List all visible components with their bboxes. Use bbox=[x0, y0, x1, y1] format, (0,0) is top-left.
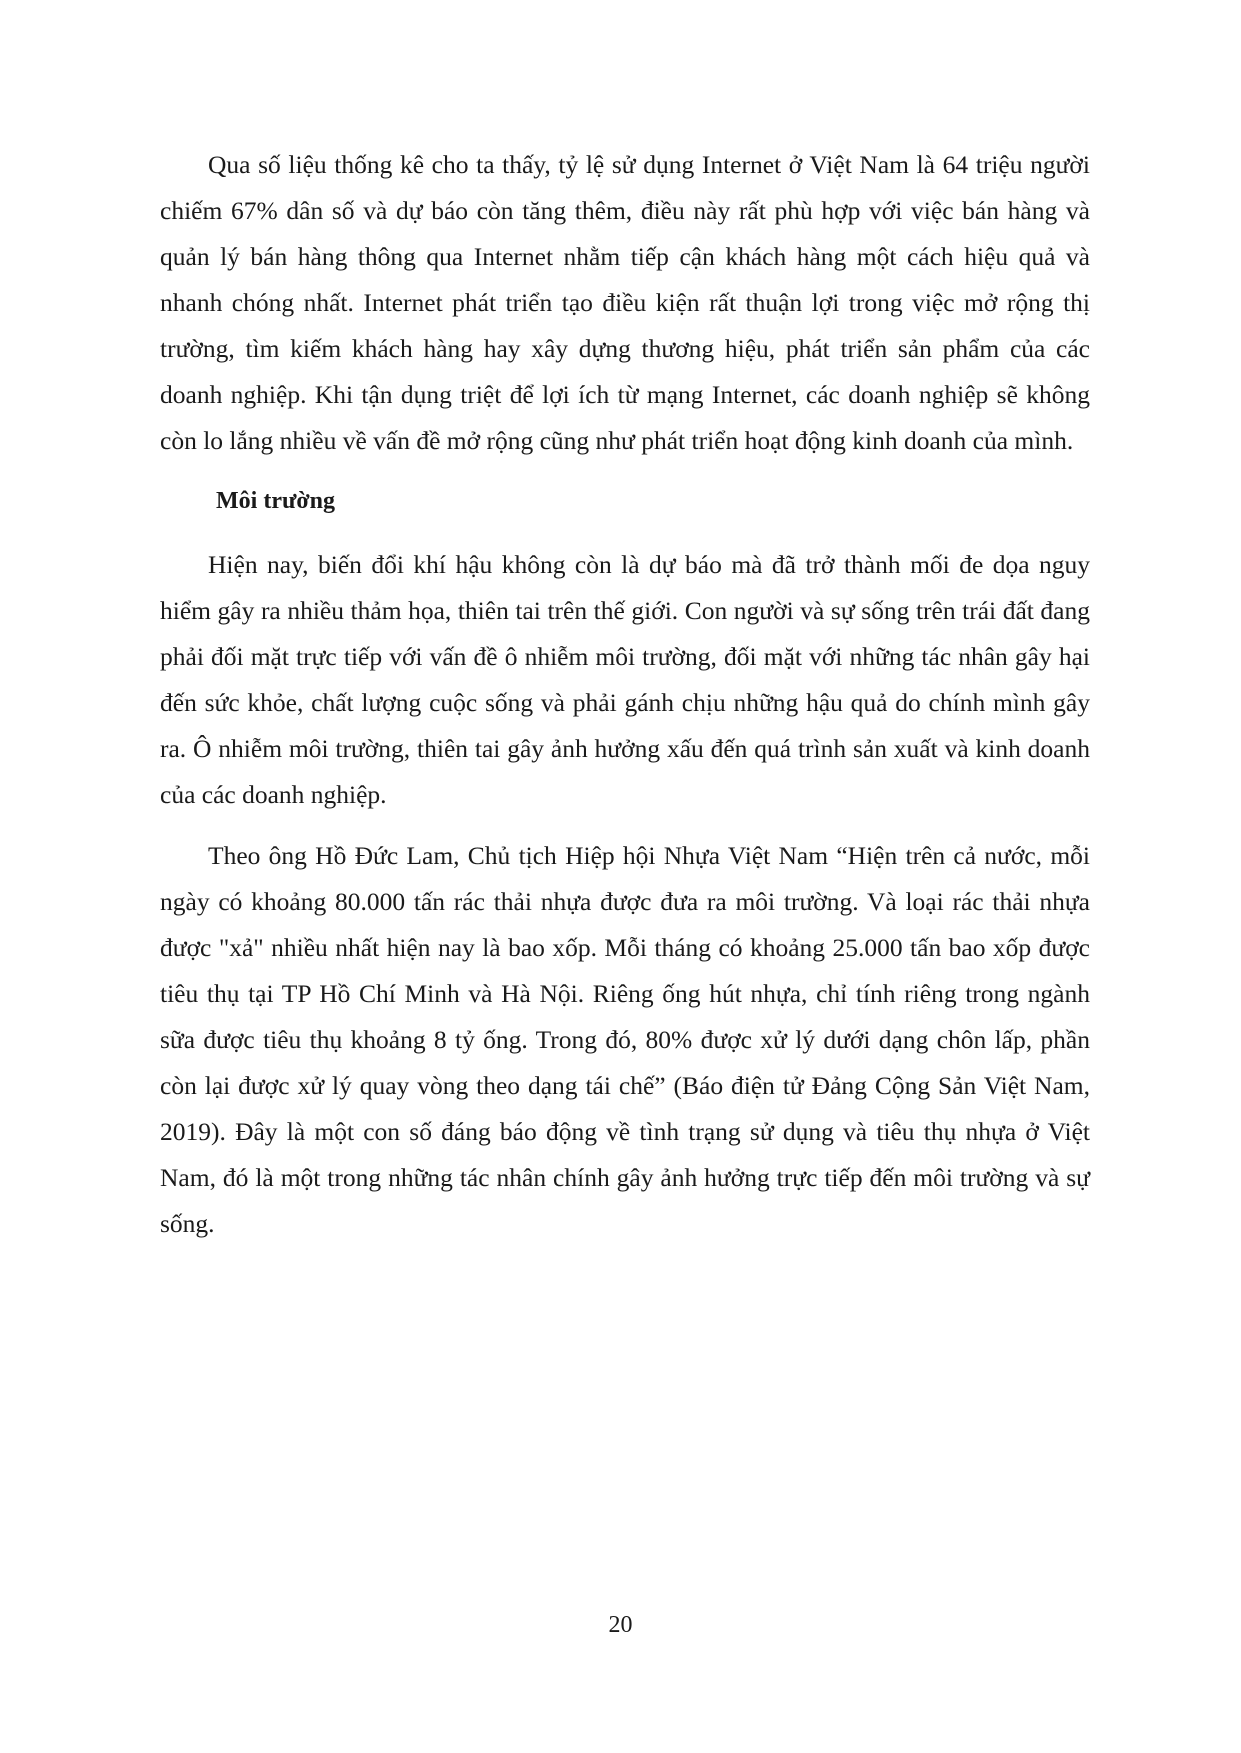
paragraph-climate-change: Hiện nay, biến đổi khí hậu không còn là dự báo mà đã trở thành mối đe dọa nguy hiểm gây ra nhiều thảm họa, thiên tai trên thế giới. Con người và sự sống trên trái đất đang phải đối mặt trực tiếp với vấn đề ô nhiễm môi trường, đối mặt với những tác nhân gây hại đến sức khỏe, chất lượng cuộc sống và phải gánh chịu những hậu quả do chính mình gây ra. Ô nhiễm môi trường, thiên tai gây ảnh hưởng xấu đến quá trình sản xuất và kinh doanh của các doanh nghiệp. bbox=[160, 550, 1090, 809]
section-heading-environment: Môi trường bbox=[216, 488, 336, 514]
paragraph-plastic-waste: Theo ông Hồ Đức Lam, Chủ tịch Hiệp hội Nhựa Việt Nam “Hiện trên cả nước, mỗi ngày có khoảng 80.000 tấn rác thải nhựa được đưa ra môi trường. Và loại rác thải nhựa được "xả" nhiều nhất hiện nay là bao xốp. Mỗi tháng có khoảng 25.000 tấn bao xốp được tiêu thụ tại TP Hồ Chí Minh và Hà Nội. Riêng ống hút nhựa, chỉ tính riêng trong ngành sữa được tiêu thụ khoảng 8 tỷ ống. Trong đó, 80% được xử lý dưới dạng chôn lấp, phần còn lại được xử lý quay vòng theo dạng tái chế” (Báo điện tử Đảng Cộng Sản Việt Nam, 2019). Đây là một con số đáng báo động về tình trạng sử dụng và tiêu thụ nhựa ở Việt Nam, đó là một trong những tác nhân chính gây ảnh hưởng trực tiếp đến môi trường và sự sống. bbox=[160, 841, 1090, 1238]
paragraph-internet-usage: Qua số liệu thống kê cho ta thấy, tỷ lệ sử dụng Internet ở Việt Nam là 64 triệu người chiếm 67% dân số và dự báo còn tăng thêm, điều này rất phù hợp với việc bán hàng và quản lý bán hàng thông qua Internet nhằm tiếp cận khách hàng một cách hiệu quả và nhanh chóng nhất. Internet phát triển tạo điều kiện rất thuận lợi trong việc mở rộng thị trường, tìm kiếm khách hàng hay xây dựng thương hiệu, phát triển sản phẩm của các doanh nghiệp. Khi tận dụng triệt để lợi ích từ mạng Internet, các doanh nghiệp sẽ không còn lo lắng nhiều về vấn đề mở rộng cũng như phát triển hoạt động kinh doanh của mình. bbox=[160, 150, 1090, 455]
page-number: 20 bbox=[608, 1612, 633, 1638]
page-body bbox=[160, 142, 1090, 1247]
